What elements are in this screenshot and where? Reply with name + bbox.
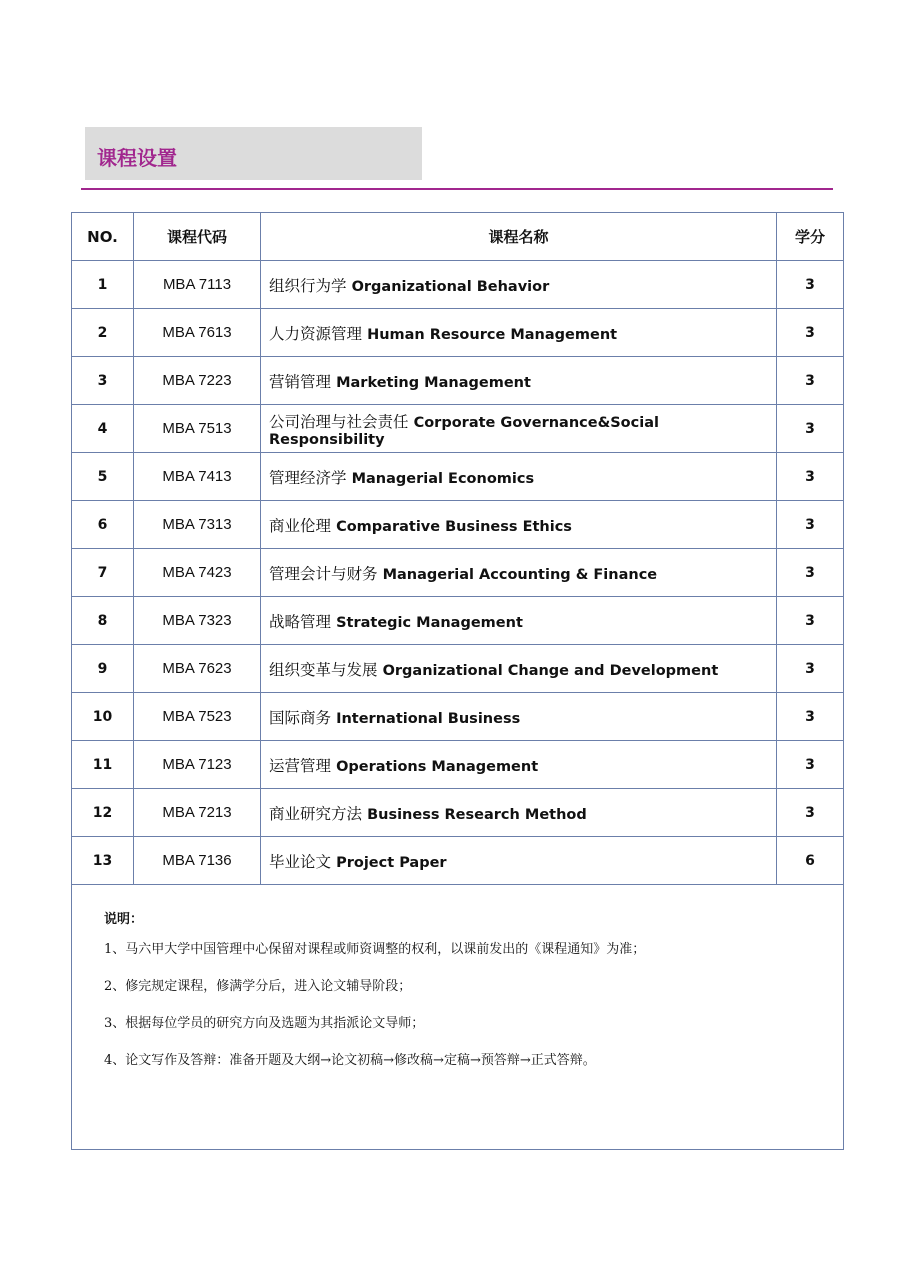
course-name-en: Comparative Business Ethics <box>336 518 572 535</box>
table-header-row <box>72 213 844 261</box>
row-no: 12 <box>72 789 134 837</box>
row-name <box>261 837 777 885</box>
row-code: MBA 7623 <box>134 645 261 693</box>
row-credit: 3 <box>777 693 844 741</box>
row-code: MBA 7323 <box>134 597 261 645</box>
row-credit: 3 <box>777 645 844 693</box>
course-name-zh: 公司治理与社会责任 <box>269 412 409 431</box>
course-name-en: Organizational Behavior <box>351 278 550 295</box>
row-credit: 3 <box>777 357 844 405</box>
course-name-en: Project Paper <box>336 854 447 871</box>
note-item: 2、修完规定课程，修满学分后，进入论文辅导阶段； <box>104 979 412 994</box>
course-name-en: International Business <box>336 710 521 727</box>
row-no: 1 <box>72 261 134 309</box>
row-name <box>261 405 777 453</box>
row-no: 8 <box>72 597 134 645</box>
row-no: 13 <box>72 837 134 885</box>
notes-cell <box>72 885 844 1150</box>
row-no: 2 <box>72 309 134 357</box>
course-name-zh: 国际商务 <box>269 708 332 727</box>
table-row <box>72 405 844 453</box>
table-row <box>72 741 844 789</box>
row-no: 4 <box>72 405 134 453</box>
table-row <box>72 693 844 741</box>
table-row <box>72 501 844 549</box>
course-name-en: Organizational Change and Development <box>382 662 719 679</box>
course-name-zh: 运营管理 <box>269 756 332 775</box>
row-credit: 3 <box>777 789 844 837</box>
row-code: MBA 7213 <box>134 789 261 837</box>
table-row <box>72 645 844 693</box>
course-table <box>71 212 844 1150</box>
row-no: 10 <box>72 693 134 741</box>
row-credit: 3 <box>777 309 844 357</box>
row-no: 7 <box>72 549 134 597</box>
header-name: 课程名称 <box>261 213 777 261</box>
course-name-zh: 毕业论文 <box>269 852 332 871</box>
course-name-en: Managerial Economics <box>351 470 535 487</box>
course-name-en: Operations Management <box>336 758 539 775</box>
table-row <box>72 597 844 645</box>
row-name <box>261 453 777 501</box>
section-header <box>85 127 422 180</box>
row-name <box>261 645 777 693</box>
row-credit: 3 <box>777 741 844 789</box>
notes-title: 说明： <box>104 912 144 927</box>
row-credit: 3 <box>777 597 844 645</box>
notes <box>72 885 843 1079</box>
row-credit: 6 <box>777 837 844 885</box>
row-credit: 3 <box>777 453 844 501</box>
notes-row <box>72 885 844 1150</box>
row-no: 9 <box>72 645 134 693</box>
course-name-zh: 管理会计与财务 <box>269 564 378 583</box>
row-name <box>261 789 777 837</box>
row-code: MBA 7613 <box>134 309 261 357</box>
course-name-en: Managerial Accounting & Finance <box>382 566 658 583</box>
course-name-en: Business Research Method <box>367 806 587 823</box>
table-row <box>72 549 844 597</box>
row-name <box>261 693 777 741</box>
note-item: 4、论文写作及答辩：准备开题及大纲→论文初稿→修改稿→定稿→预答辩→正式答辩。 <box>104 1053 596 1068</box>
row-name <box>261 597 777 645</box>
course-name-zh: 组织行为学 <box>269 276 347 295</box>
course-name-zh: 营销管理 <box>269 372 332 391</box>
row-name <box>261 357 777 405</box>
row-no: 5 <box>72 453 134 501</box>
row-credit: 3 <box>777 405 844 453</box>
note-item: 1、马六甲大学中国管理中心保留对课程或师资调整的权利，以课前发出的《课程通知》为准； <box>104 942 646 957</box>
header-divider <box>81 188 833 190</box>
header-credit: 学分 <box>777 213 844 261</box>
section-title: 课程设置 <box>97 146 177 170</box>
row-code: MBA 7136 <box>134 837 261 885</box>
row-code: MBA 7523 <box>134 693 261 741</box>
row-credit: 3 <box>777 501 844 549</box>
note-item: 3、根据每位学员的研究方向及选题为其指派论文导师； <box>104 1016 425 1031</box>
row-credit: 3 <box>777 261 844 309</box>
course-name-en: Marketing Management <box>336 374 531 391</box>
course-rows <box>72 261 844 885</box>
row-name <box>261 261 777 309</box>
course-name-zh: 人力资源管理 <box>269 324 363 343</box>
course-name-en: Strategic Management <box>336 614 523 631</box>
table-row <box>72 309 844 357</box>
row-code: MBA 7513 <box>134 405 261 453</box>
course-name-zh: 商业伦理 <box>269 516 332 535</box>
course-name-zh: 管理经济学 <box>269 468 347 487</box>
row-name <box>261 549 777 597</box>
row-name <box>261 501 777 549</box>
header-code: 课程代码 <box>134 213 261 261</box>
course-name-zh: 战略管理 <box>269 612 332 631</box>
table-row <box>72 261 844 309</box>
row-code: MBA 7123 <box>134 741 261 789</box>
row-code: MBA 7113 <box>134 261 261 309</box>
course-name-en: Corporate Governance&Social Responsibility <box>269 414 659 448</box>
header-no: NO. <box>72 213 134 261</box>
course-name-zh: 商业研究方法 <box>269 804 363 823</box>
row-name <box>261 309 777 357</box>
row-code: MBA 7413 <box>134 453 261 501</box>
table-row <box>72 837 844 885</box>
row-credit: 3 <box>777 549 844 597</box>
table-row <box>72 453 844 501</box>
row-no: 3 <box>72 357 134 405</box>
table-row <box>72 357 844 405</box>
row-no: 11 <box>72 741 134 789</box>
row-code: MBA 7223 <box>134 357 261 405</box>
table-row <box>72 789 844 837</box>
row-no: 6 <box>72 501 134 549</box>
row-code: MBA 7313 <box>134 501 261 549</box>
row-name <box>261 741 777 789</box>
course-name-zh: 组织变革与发展 <box>269 660 378 679</box>
course-name-en: Human Resource Management <box>367 326 618 343</box>
row-code: MBA 7423 <box>134 549 261 597</box>
